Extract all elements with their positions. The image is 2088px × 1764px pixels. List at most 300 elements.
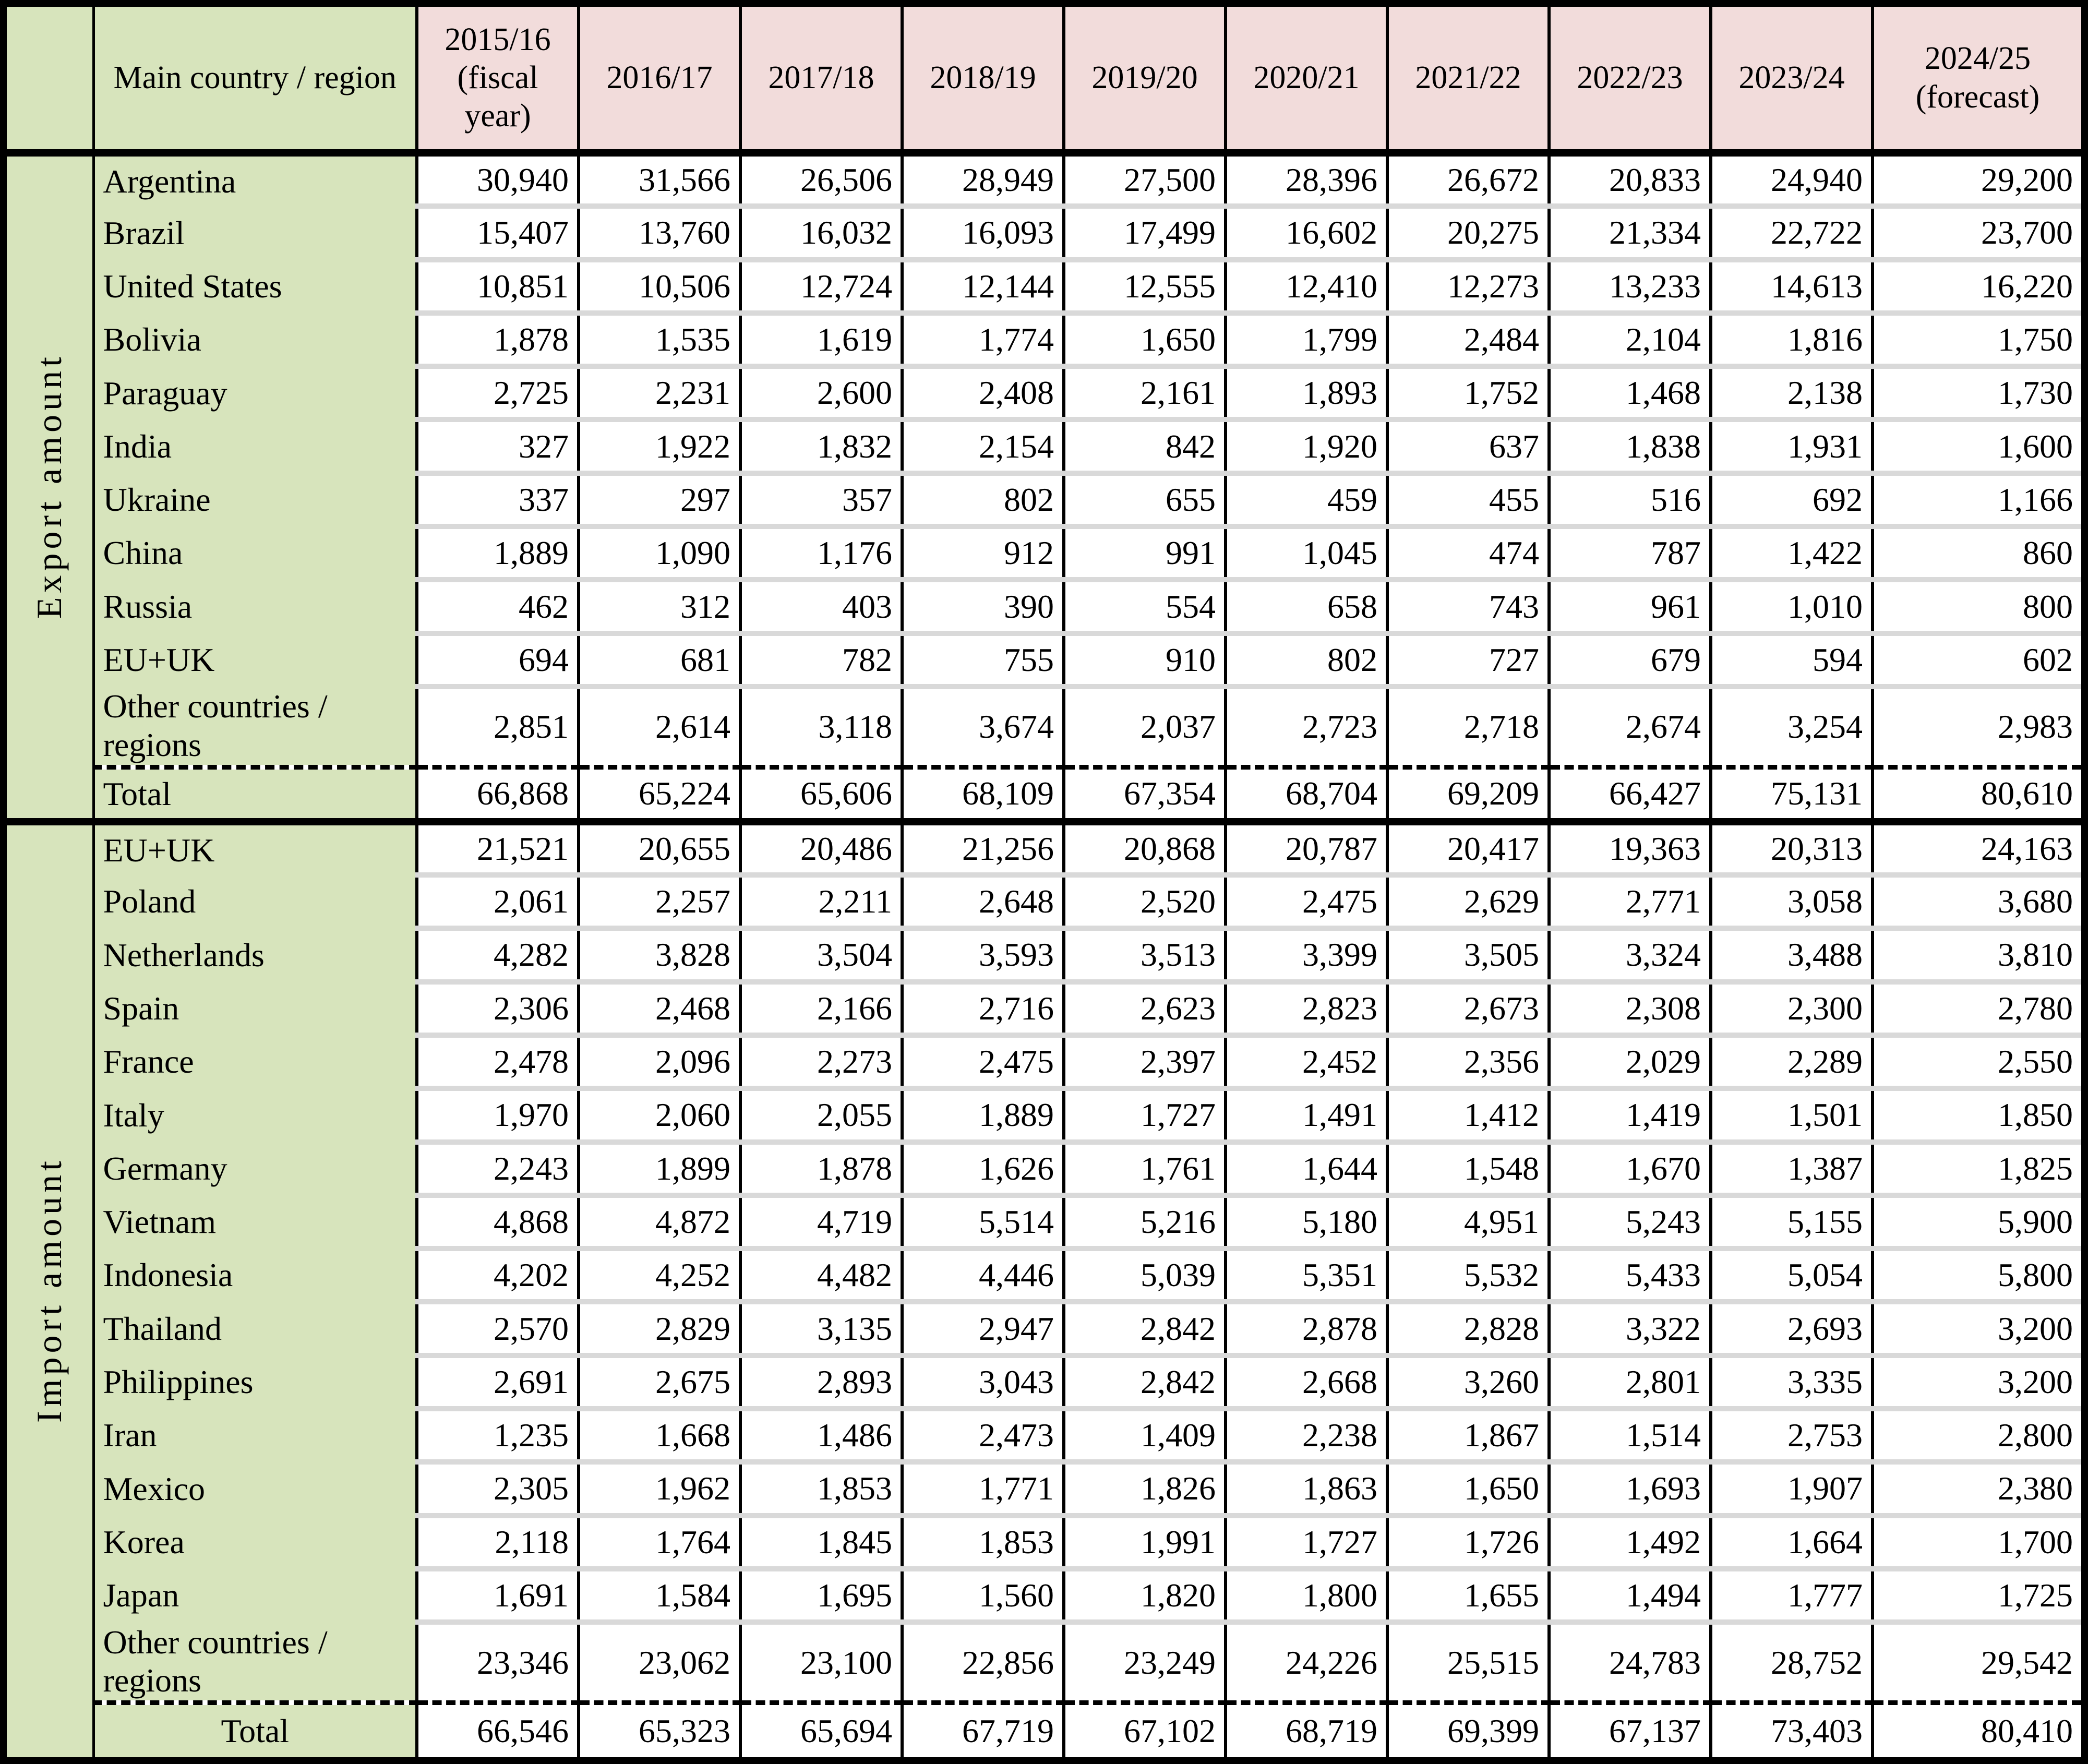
value-cell: 5,155 <box>1711 1195 1873 1249</box>
value-cell: 991 <box>1064 526 1226 580</box>
value-cell: 1,899 <box>579 1142 740 1195</box>
value-cell: 516 <box>1549 473 1711 526</box>
value-cell: 2,614 <box>579 687 740 767</box>
value-cell: 20,868 <box>1064 822 1226 875</box>
value-cell: 15,407 <box>417 206 579 259</box>
table-row <box>7 419 2081 473</box>
country-cell: Philippines <box>93 1355 417 1409</box>
value-cell: 5,351 <box>1226 1249 1387 1302</box>
value-cell: 2,257 <box>579 875 740 928</box>
value-cell: 1,600 <box>1873 419 2081 473</box>
value-cell: 1,726 <box>1387 1516 1549 1569</box>
value-cell: 2,061 <box>417 875 579 928</box>
value-cell: 800 <box>1873 580 2081 633</box>
value-cell: 23,346 <box>417 1622 579 1702</box>
value-cell: 4,252 <box>579 1249 740 1302</box>
value-cell: 1,725 <box>1873 1569 2081 1622</box>
value-cell: 2,273 <box>740 1035 902 1088</box>
total-label: Total <box>93 1703 417 1757</box>
value-cell: 1,668 <box>579 1409 740 1462</box>
value-cell: 26,506 <box>740 153 902 206</box>
value-cell: 12,273 <box>1387 260 1549 313</box>
value-cell: 2,300 <box>1711 982 1873 1035</box>
value-cell: 17,499 <box>1064 206 1226 259</box>
value-cell: 1,800 <box>1226 1569 1387 1622</box>
value-cell: 2,823 <box>1226 982 1387 1035</box>
value-cell: 20,275 <box>1387 206 1549 259</box>
value-cell: 2,238 <box>1226 1409 1387 1462</box>
value-cell: 3,118 <box>740 687 902 767</box>
value-cell: 1,655 <box>1387 1569 1549 1622</box>
value-cell: 727 <box>1387 633 1549 687</box>
total-value-cell: 66,427 <box>1549 767 1711 821</box>
total-value-cell: 65,323 <box>579 1703 740 1757</box>
total-value-cell: 67,137 <box>1549 1703 1711 1757</box>
value-cell: 2,243 <box>417 1142 579 1195</box>
value-cell: 1,486 <box>740 1409 902 1462</box>
value-cell: 1,771 <box>902 1462 1064 1515</box>
year-header-2024-25-forecast: 2024/25 (forecast) <box>1873 7 2081 153</box>
value-cell: 1,777 <box>1711 1569 1873 1622</box>
value-cell: 1,991 <box>1064 1516 1226 1569</box>
value-cell: 2,408 <box>902 366 1064 419</box>
table-row <box>7 1569 2081 1622</box>
value-cell: 1,514 <box>1549 1409 1711 1462</box>
country-cell: Italy <box>93 1088 417 1142</box>
value-cell: 2,037 <box>1064 687 1226 767</box>
value-cell: 2,570 <box>417 1302 579 1355</box>
value-cell: 2,380 <box>1873 1462 2081 1515</box>
value-cell: 14,613 <box>1711 260 1873 313</box>
total-row <box>7 767 2081 821</box>
year-header-2019-20: 2019/20 <box>1064 7 1226 153</box>
value-cell: 22,722 <box>1711 206 1873 259</box>
total-value-cell: 75,131 <box>1711 767 1873 821</box>
value-cell: 2,473 <box>902 1409 1064 1462</box>
country-region-header: Main country / region <box>93 7 417 153</box>
value-cell: 31,566 <box>579 153 740 206</box>
value-cell: 2,878 <box>1226 1302 1387 1355</box>
value-cell: 2,842 <box>1064 1355 1226 1409</box>
value-cell: 459 <box>1226 473 1387 526</box>
value-cell: 327 <box>417 419 579 473</box>
value-cell: 2,851 <box>417 687 579 767</box>
value-cell: 2,842 <box>1064 1302 1226 1355</box>
value-cell: 3,593 <box>902 928 1064 981</box>
value-cell: 20,833 <box>1549 153 1711 206</box>
value-cell: 4,282 <box>417 928 579 981</box>
value-cell: 1,535 <box>579 313 740 366</box>
value-cell: 1,501 <box>1711 1088 1873 1142</box>
value-cell: 2,829 <box>579 1302 740 1355</box>
value-cell: 1,695 <box>740 1569 902 1622</box>
value-cell: 802 <box>1226 633 1387 687</box>
table-row <box>7 1142 2081 1195</box>
table-row <box>7 875 2081 928</box>
table-row <box>7 153 2081 206</box>
value-cell: 20,417 <box>1387 822 1549 875</box>
value-cell: 694 <box>417 633 579 687</box>
country-cell: Vietnam <box>93 1195 417 1249</box>
value-cell: 1,492 <box>1549 1516 1711 1569</box>
value-cell: 2,305 <box>417 1462 579 1515</box>
value-cell: 28,752 <box>1711 1622 1873 1702</box>
total-value-cell: 67,354 <box>1064 767 1226 821</box>
country-cell: Korea <box>93 1516 417 1569</box>
value-cell: 24,163 <box>1873 822 2081 875</box>
value-cell: 24,940 <box>1711 153 1873 206</box>
table-row <box>7 1622 2081 1702</box>
value-cell: 2,475 <box>902 1035 1064 1088</box>
table-row <box>7 1516 2081 1569</box>
value-cell: 692 <box>1711 473 1873 526</box>
value-cell: 2,118 <box>417 1516 579 1569</box>
total-value-cell: 65,224 <box>579 767 740 821</box>
country-cell: EU+UK <box>93 633 417 687</box>
value-cell: 1,422 <box>1711 526 1873 580</box>
value-cell: 4,202 <box>417 1249 579 1302</box>
value-cell: 842 <box>1064 419 1226 473</box>
value-cell: 2,166 <box>740 982 902 1035</box>
country-cell: Thailand <box>93 1302 417 1355</box>
value-cell: 2,397 <box>1064 1035 1226 1088</box>
value-cell: 1,626 <box>902 1142 1064 1195</box>
total-value-cell: 73,403 <box>1711 1703 1873 1757</box>
value-cell: 29,542 <box>1873 1622 2081 1702</box>
value-cell: 1,867 <box>1387 1409 1549 1462</box>
value-cell: 1,962 <box>579 1462 740 1515</box>
value-cell: 2,673 <box>1387 982 1549 1035</box>
value-cell: 2,693 <box>1711 1302 1873 1355</box>
table-row <box>7 1302 2081 1355</box>
value-cell: 1,761 <box>1064 1142 1226 1195</box>
value-cell: 3,505 <box>1387 928 1549 981</box>
value-cell: 2,771 <box>1549 875 1711 928</box>
value-cell: 1,548 <box>1387 1142 1549 1195</box>
value-cell: 1,764 <box>579 1516 740 1569</box>
value-cell: 2,723 <box>1226 687 1387 767</box>
value-cell: 1,907 <box>1711 1462 1873 1515</box>
value-cell: 1,816 <box>1711 313 1873 366</box>
table-row <box>7 1462 2081 1515</box>
value-cell: 3,488 <box>1711 928 1873 981</box>
value-cell: 743 <box>1387 580 1549 633</box>
value-cell: 1,412 <box>1387 1088 1549 1142</box>
year-header-2023-24: 2023/24 <box>1711 7 1873 153</box>
value-cell: 860 <box>1873 526 2081 580</box>
year-header-2016-17: 2016/17 <box>579 7 740 153</box>
total-row <box>7 1703 2081 1757</box>
value-cell: 2,289 <box>1711 1035 1873 1088</box>
value-cell: 337 <box>417 473 579 526</box>
value-cell: 2,550 <box>1873 1035 2081 1088</box>
table-row <box>7 526 2081 580</box>
value-cell: 655 <box>1064 473 1226 526</box>
value-cell: 1,845 <box>740 1516 902 1569</box>
value-cell: 1,931 <box>1711 419 1873 473</box>
value-cell: 1,644 <box>1226 1142 1387 1195</box>
country-cell: Netherlands <box>93 928 417 981</box>
value-cell: 2,893 <box>740 1355 902 1409</box>
value-cell: 21,256 <box>902 822 1064 875</box>
value-cell: 1,752 <box>1387 366 1549 419</box>
export-section <box>7 153 2081 822</box>
value-cell: 12,555 <box>1064 260 1226 313</box>
value-cell: 30,940 <box>417 153 579 206</box>
value-cell: 2,356 <box>1387 1035 1549 1088</box>
table-row <box>7 1249 2081 1302</box>
value-cell: 23,062 <box>579 1622 740 1702</box>
value-cell: 2,211 <box>740 875 902 928</box>
value-cell: 3,254 <box>1711 687 1873 767</box>
value-cell: 2,060 <box>579 1088 740 1142</box>
table-row <box>7 928 2081 981</box>
table-row <box>7 822 2081 875</box>
value-cell: 1,820 <box>1064 1569 1226 1622</box>
value-cell: 22,856 <box>902 1622 1064 1702</box>
value-cell: 297 <box>579 473 740 526</box>
value-cell: 16,093 <box>902 206 1064 259</box>
value-cell: 2,780 <box>1873 982 2081 1035</box>
value-cell: 2,648 <box>902 875 1064 928</box>
value-cell: 16,602 <box>1226 206 1387 259</box>
table-row <box>7 366 2081 419</box>
country-cell: Iran <box>93 1409 417 1462</box>
value-cell: 2,623 <box>1064 982 1226 1035</box>
value-cell: 19,363 <box>1549 822 1711 875</box>
year-header-2018-19: 2018/19 <box>902 7 1064 153</box>
value-cell: 2,154 <box>902 419 1064 473</box>
country-cell: Germany <box>93 1142 417 1195</box>
table-row <box>7 313 2081 366</box>
value-cell: 455 <box>1387 473 1549 526</box>
value-cell: 1,825 <box>1873 1142 2081 1195</box>
total-value-cell: 66,546 <box>417 1703 579 1757</box>
total-value-cell: 67,102 <box>1064 1703 1226 1757</box>
value-cell: 357 <box>740 473 902 526</box>
country-cell: EU+UK <box>93 822 417 875</box>
value-cell: 4,951 <box>1387 1195 1549 1249</box>
value-cell: 2,231 <box>579 366 740 419</box>
value-cell: 1,090 <box>579 526 740 580</box>
value-cell: 2,096 <box>579 1035 740 1088</box>
value-cell: 1,494 <box>1549 1569 1711 1622</box>
value-cell: 2,691 <box>417 1355 579 1409</box>
value-cell: 787 <box>1549 526 1711 580</box>
value-cell: 3,260 <box>1387 1355 1549 1409</box>
value-cell: 1,889 <box>417 526 579 580</box>
value-cell: 2,484 <box>1387 313 1549 366</box>
value-cell: 1,468 <box>1549 366 1711 419</box>
table-row <box>7 1195 2081 1249</box>
total-value-cell: 68,719 <box>1226 1703 1387 1757</box>
value-cell: 3,135 <box>740 1302 902 1355</box>
country-cell: China <box>93 526 417 580</box>
value-cell: 12,410 <box>1226 260 1387 313</box>
table-row <box>7 473 2081 526</box>
value-cell: 910 <box>1064 633 1226 687</box>
year-header-2021-22: 2021/22 <box>1387 7 1549 153</box>
table-row <box>7 982 2081 1035</box>
value-cell: 10,851 <box>417 260 579 313</box>
value-cell: 16,220 <box>1873 260 2081 313</box>
value-cell: 2,828 <box>1387 1302 1549 1355</box>
country-cell: Spain <box>93 982 417 1035</box>
trade-amount-table <box>7 7 2081 1757</box>
value-cell: 1,045 <box>1226 526 1387 580</box>
country-cell: Other countries / regions <box>93 687 417 767</box>
value-cell: 5,532 <box>1387 1249 1549 1302</box>
value-cell: 1,560 <box>902 1569 1064 1622</box>
value-cell: 2,675 <box>579 1355 740 1409</box>
value-cell: 2,983 <box>1873 687 2081 767</box>
value-cell: 5,216 <box>1064 1195 1226 1249</box>
total-value-cell: 67,719 <box>902 1703 1064 1757</box>
value-cell: 1,970 <box>417 1088 579 1142</box>
value-cell: 1,727 <box>1226 1516 1387 1569</box>
country-cell: Paraguay <box>93 366 417 419</box>
value-cell: 2,718 <box>1387 687 1549 767</box>
year-header-2015-16: 2015/16 (fiscal year) <box>417 7 579 153</box>
value-cell: 1,750 <box>1873 313 2081 366</box>
value-cell: 1,664 <box>1711 1516 1873 1569</box>
value-cell: 1,878 <box>740 1142 902 1195</box>
value-cell: 1,832 <box>740 419 902 473</box>
total-value-cell: 65,694 <box>740 1703 902 1757</box>
country-cell: Brazil <box>93 206 417 259</box>
value-cell: 2,029 <box>1549 1035 1711 1088</box>
value-cell: 3,504 <box>740 928 902 981</box>
value-cell: 1,419 <box>1549 1088 1711 1142</box>
value-cell: 2,104 <box>1549 313 1711 366</box>
value-cell: 1,774 <box>902 313 1064 366</box>
value-cell: 1,853 <box>740 1462 902 1515</box>
value-cell: 1,176 <box>740 526 902 580</box>
value-cell: 27,500 <box>1064 153 1226 206</box>
value-cell: 2,629 <box>1387 875 1549 928</box>
value-cell: 16,032 <box>740 206 902 259</box>
country-cell: Russia <box>93 580 417 633</box>
value-cell: 21,334 <box>1549 206 1711 259</box>
value-cell: 1,889 <box>902 1088 1064 1142</box>
value-cell: 802 <box>902 473 1064 526</box>
value-cell: 2,452 <box>1226 1035 1387 1088</box>
value-cell: 28,396 <box>1226 153 1387 206</box>
value-cell: 2,801 <box>1549 1355 1711 1409</box>
value-cell: 2,475 <box>1226 875 1387 928</box>
table-row <box>7 1088 2081 1142</box>
value-cell: 637 <box>1387 419 1549 473</box>
value-cell: 1,650 <box>1064 313 1226 366</box>
value-cell: 4,868 <box>417 1195 579 1249</box>
total-value-cell: 69,209 <box>1387 767 1549 821</box>
value-cell: 1,584 <box>579 1569 740 1622</box>
value-cell: 3,043 <box>902 1355 1064 1409</box>
value-cell: 4,446 <box>902 1249 1064 1302</box>
value-cell: 1,491 <box>1226 1088 1387 1142</box>
value-cell: 28,949 <box>902 153 1064 206</box>
country-cell: Argentina <box>93 153 417 206</box>
import-section-label <box>7 822 93 1757</box>
value-cell: 1,799 <box>1226 313 1387 366</box>
value-cell: 12,724 <box>740 260 902 313</box>
value-cell: 2,478 <box>417 1035 579 1088</box>
value-cell: 10,506 <box>579 260 740 313</box>
value-cell: 462 <box>417 580 579 633</box>
value-cell: 679 <box>1549 633 1711 687</box>
value-cell: 13,233 <box>1549 260 1711 313</box>
value-cell: 5,243 <box>1549 1195 1711 1249</box>
value-cell: 782 <box>740 633 902 687</box>
value-cell: 1,727 <box>1064 1088 1226 1142</box>
value-cell: 3,513 <box>1064 928 1226 981</box>
value-cell: 23,100 <box>740 1622 902 1702</box>
value-cell: 3,322 <box>1549 1302 1711 1355</box>
value-cell: 961 <box>1549 580 1711 633</box>
table-row <box>7 260 2081 313</box>
value-cell: 2,725 <box>417 366 579 419</box>
value-cell: 1,166 <box>1873 473 2081 526</box>
value-cell: 4,872 <box>579 1195 740 1249</box>
value-cell: 20,655 <box>579 822 740 875</box>
value-cell: 26,672 <box>1387 153 1549 206</box>
country-cell: Japan <box>93 1569 417 1622</box>
value-cell: 1,691 <box>417 1569 579 1622</box>
table-row <box>7 687 2081 767</box>
value-cell: 1,235 <box>417 1409 579 1462</box>
value-cell: 2,520 <box>1064 875 1226 928</box>
value-cell: 1,693 <box>1549 1462 1711 1515</box>
value-cell: 602 <box>1873 633 2081 687</box>
vertical-label-text: Export amount <box>29 353 69 619</box>
value-cell: 3,810 <box>1873 928 2081 981</box>
value-cell: 474 <box>1387 526 1549 580</box>
table-row <box>7 633 2081 687</box>
year-header-2020-21: 2020/21 <box>1226 7 1387 153</box>
value-cell: 5,039 <box>1064 1249 1226 1302</box>
value-cell: 3,828 <box>579 928 740 981</box>
corner-cell <box>7 7 93 153</box>
value-cell: 1,730 <box>1873 366 2081 419</box>
value-cell: 1,010 <box>1711 580 1873 633</box>
value-cell: 2,468 <box>579 982 740 1035</box>
table-row <box>7 1355 2081 1409</box>
country-cell: India <box>93 419 417 473</box>
value-cell: 1,920 <box>1226 419 1387 473</box>
country-cell: Indonesia <box>93 1249 417 1302</box>
value-cell: 594 <box>1711 633 1873 687</box>
value-cell: 2,055 <box>740 1088 902 1142</box>
total-value-cell: 69,399 <box>1387 1703 1549 1757</box>
country-cell: Other countries / regions <box>93 1622 417 1702</box>
value-cell: 681 <box>579 633 740 687</box>
value-cell: 3,335 <box>1711 1355 1873 1409</box>
country-cell: United States <box>93 260 417 313</box>
value-cell: 29,200 <box>1873 153 2081 206</box>
value-cell: 2,306 <box>417 982 579 1035</box>
value-cell: 2,308 <box>1549 982 1711 1035</box>
value-cell: 24,783 <box>1549 1622 1711 1702</box>
table-row <box>7 580 2081 633</box>
total-value-cell: 68,704 <box>1226 767 1387 821</box>
value-cell: 25,515 <box>1387 1622 1549 1702</box>
value-cell: 3,058 <box>1711 875 1873 928</box>
value-cell: 2,668 <box>1226 1355 1387 1409</box>
value-cell: 20,486 <box>740 822 902 875</box>
value-cell: 5,433 <box>1549 1249 1711 1302</box>
value-cell: 5,054 <box>1711 1249 1873 1302</box>
value-cell: 403 <box>740 580 902 633</box>
